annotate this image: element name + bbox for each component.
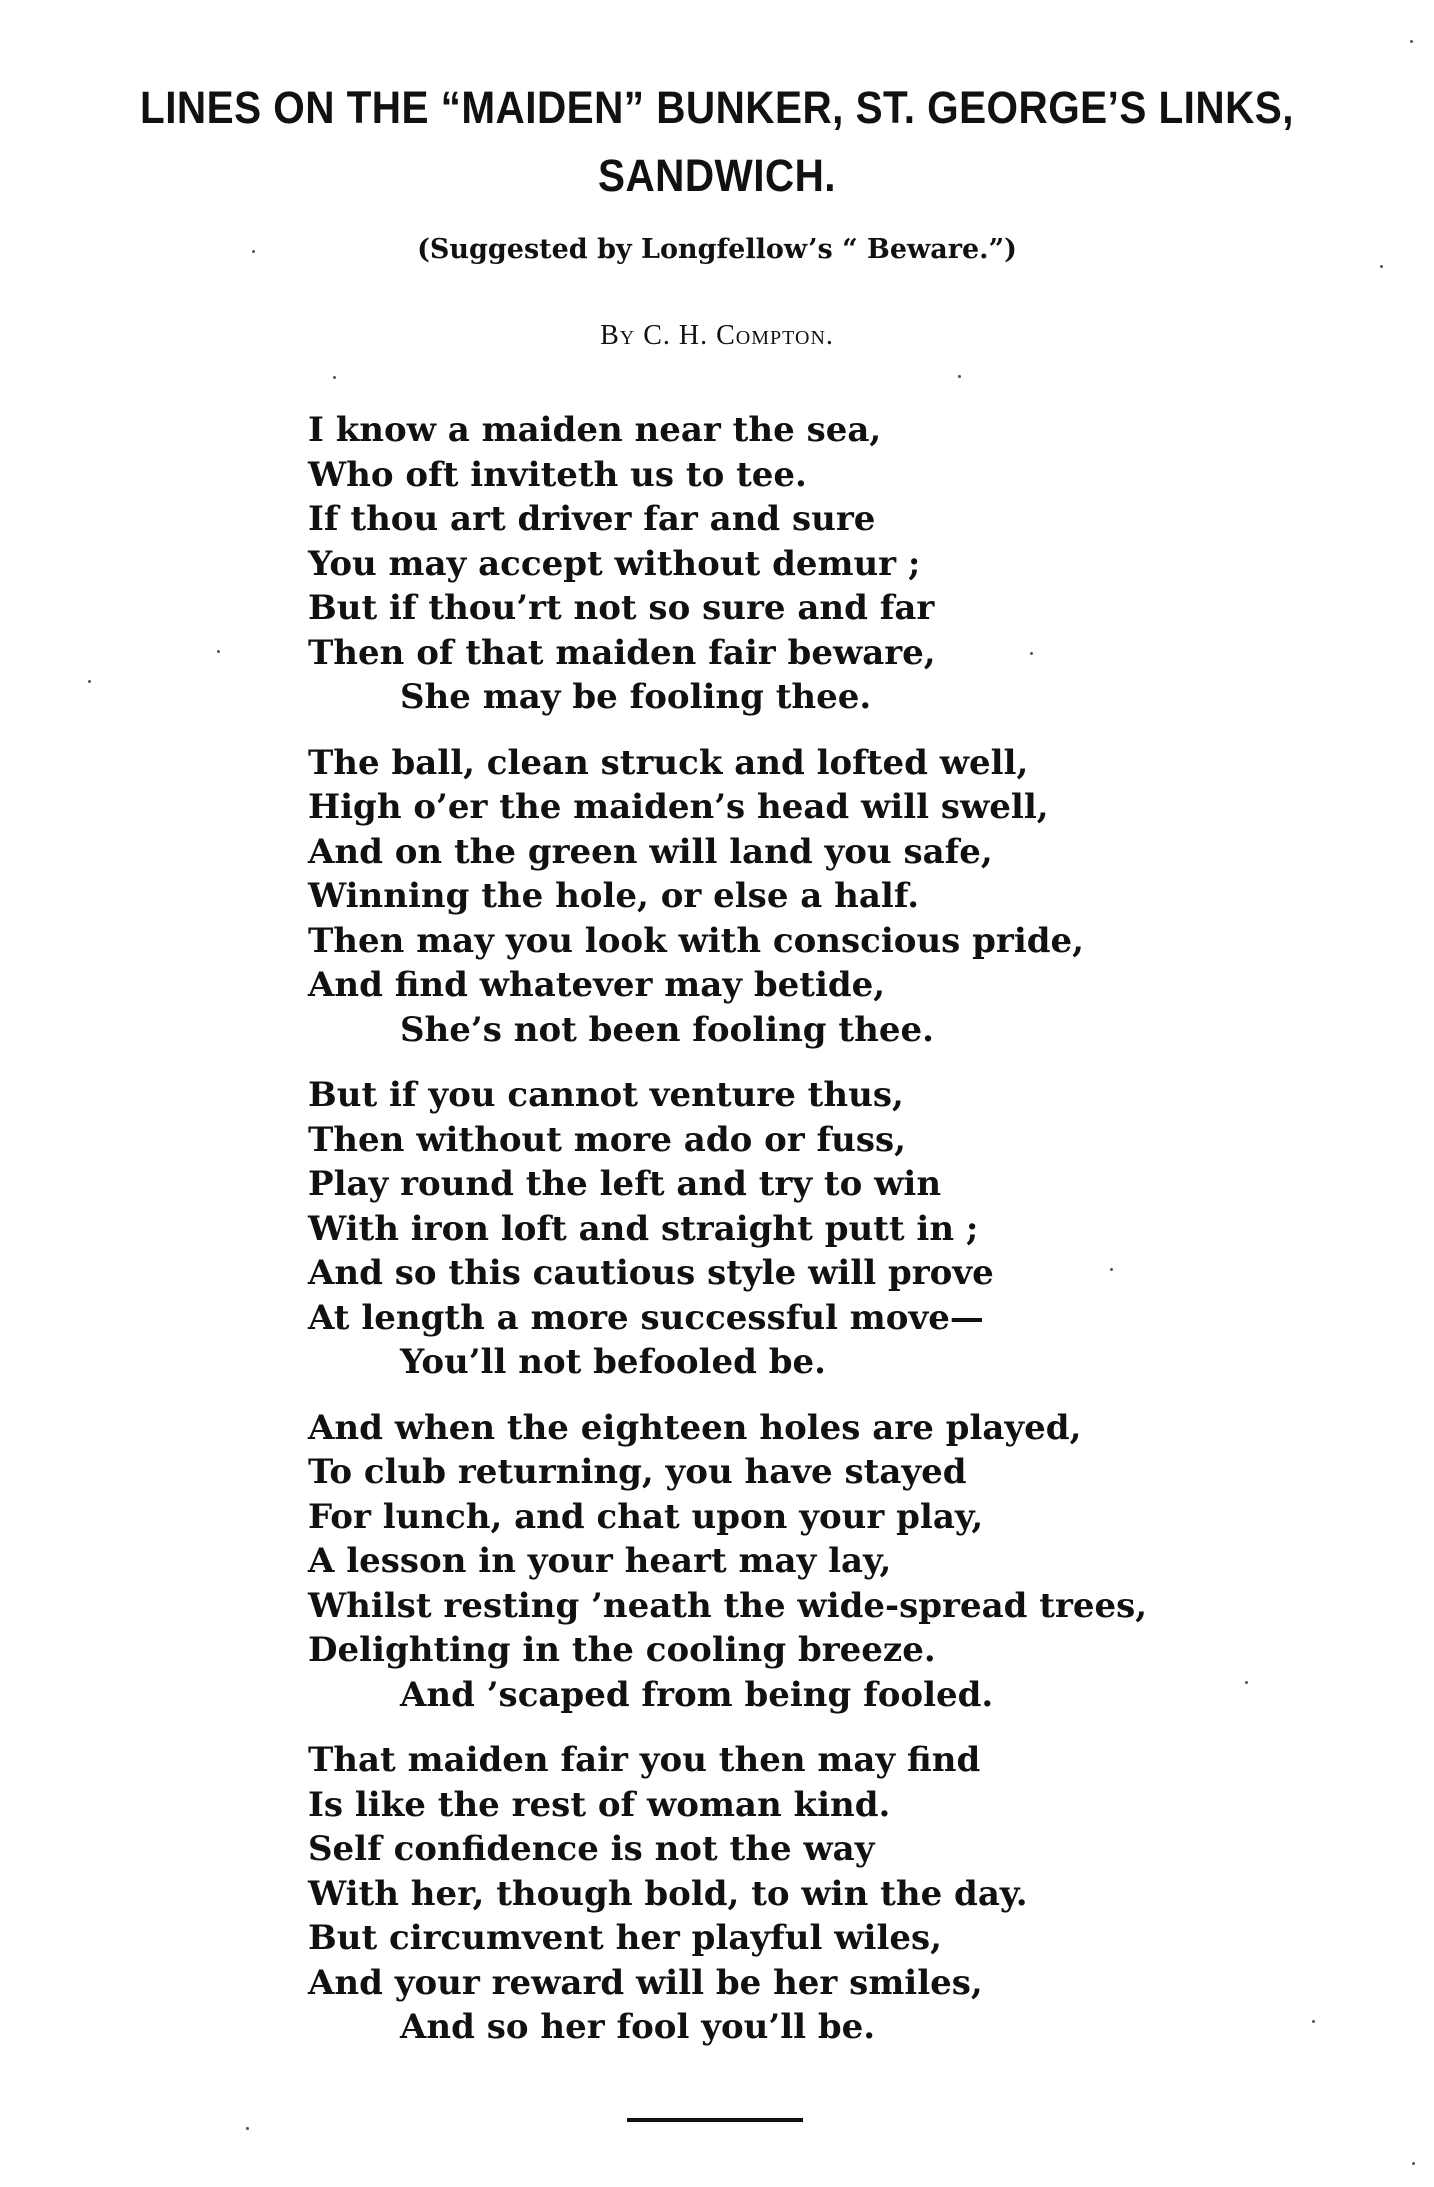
- title-line-2: SANDWICH.: [597, 150, 837, 201]
- poem-line: But if thou’rt not so sure and far: [308, 588, 935, 628]
- poem-line: With her, though bold, to win the day.: [308, 1873, 1028, 1914]
- print-speck: [217, 650, 220, 653]
- poem-line: Is like the rest of woman kind.: [308, 1784, 891, 1825]
- stanza-2: [308, 741, 1308, 1053]
- closing-rule: [627, 2118, 803, 2122]
- poem-line: I know a maiden near the sea,: [308, 410, 882, 450]
- poem-line: Play round the left and try to win: [308, 1164, 942, 1204]
- print-speck: [333, 376, 336, 379]
- print-speck: [246, 2127, 249, 2130]
- print-speck: [1312, 2020, 1315, 2023]
- poem-line: To club returning, you have stayed: [308, 1452, 967, 1492]
- poem-line: Then of that maiden fair beware,: [308, 632, 936, 673]
- print-speck: [958, 375, 961, 378]
- print-speck: [1412, 2162, 1415, 2165]
- print-speck: [252, 250, 255, 253]
- poem-refrain: She may be fooling thee.: [400, 677, 872, 717]
- poem-line: A lesson in your heart may lay,: [308, 1541, 892, 1581]
- poem-line: With iron loft and straight putt in ;: [308, 1208, 979, 1249]
- title-line-1: LINES ON THE “MAIDEN” BUNKER, ST. GEORGE’S LINKS,: [140, 82, 1294, 133]
- poem-line: High o’er the maiden’s head will swell,: [308, 787, 1049, 827]
- poem-line: But if you cannot venture thus,: [308, 1075, 904, 1115]
- poem-line: Winning the hole, or else a half.: [308, 876, 920, 916]
- poem-line: The ball, clean struck and lofted well,: [308, 742, 1029, 783]
- print-speck: [1110, 1268, 1113, 1271]
- print-speck: [1245, 1681, 1248, 1684]
- poem-refrain: You’ll not befooled be.: [400, 1342, 826, 1382]
- poem-line: Delighting in the cooling breeze.: [308, 1630, 936, 1670]
- subtitle: (Suggested by Longfellow’s “ Beware.”): [417, 234, 1017, 265]
- poem-line: Then may you look with conscious pride,: [308, 920, 1084, 961]
- byline: [0, 320, 1434, 352]
- poem-line: And find whatever may betide,: [308, 965, 886, 1005]
- poem-line: Whilst resting ’neath the wide-spread trees,: [308, 1585, 1148, 1626]
- stanza-5: [308, 1738, 1308, 2050]
- poem-line: For lunch, and chat upon your play,: [308, 1496, 984, 1537]
- poem-line: Then without more ado or fuss,: [308, 1119, 907, 1160]
- byline-prefix: By: [600, 320, 636, 351]
- stanza-1: [308, 408, 1308, 720]
- poem: [308, 408, 1308, 2071]
- poem-refrain: She’s not been fooling thee.: [400, 1009, 934, 1050]
- stanza-3: [308, 1073, 1308, 1385]
- print-speck: [1380, 265, 1383, 268]
- poem-line: That maiden fair you then may find: [308, 1740, 981, 1780]
- poem-line: And so this cautious style will prove: [308, 1253, 994, 1293]
- poem-line: Self confidence is not the way: [308, 1829, 875, 1869]
- poem-line: And on the green will land you safe,: [308, 831, 993, 872]
- poem-line: And your reward will be her smiles,: [308, 1962, 983, 2003]
- poem-line: At length a more successful move—: [308, 1297, 984, 1338]
- stanza-4: [308, 1406, 1308, 1718]
- poem-refrain: And ’scaped from being fooled.: [400, 1674, 994, 1715]
- print-speck: [1030, 652, 1033, 655]
- poem-line: And when the eighteen holes are played,: [308, 1407, 1082, 1448]
- print-speck: [88, 680, 91, 683]
- poem-line: You may accept without demur ;: [308, 543, 921, 584]
- poem-line: If thou art driver far and sure: [308, 499, 876, 539]
- byline-author: C. H. Compton.: [643, 320, 834, 351]
- print-speck: [1410, 40, 1413, 43]
- poem-refrain: And so her fool you’ll be.: [400, 2007, 876, 2047]
- poem-line: Who oft inviteth us to tee.: [308, 454, 807, 495]
- poem-line: But circumvent her playful wiles,: [308, 1918, 942, 1958]
